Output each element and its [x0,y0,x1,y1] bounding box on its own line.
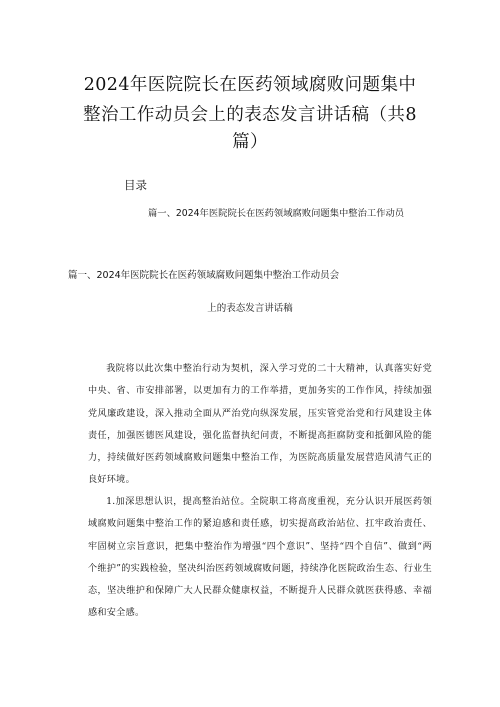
document-title-line-1: 2024年医院院长在医药领域腐败问题集中 [83,75,417,95]
body-paragraph-1: 我院将以此次集中整治行动为契机，深入学习党的二十大精神，认真落实好党中央、省、市安排部署，以更加有力的工作举措，更加务实的工作作风，持续加强党风廉政建设，深入推动全面从严治党向纵深发展，压实管党治党和行风建设主体责任，加强医德医风建设，强化监督执纪问责，不断提高拒腐防变和抵御风险的能力，持续做好医药领域腐败问题集中整治工作，为医院高质量发展营造风清气正的良好环境。 [88,364,432,486]
body-paragraph-2: 1.加深思想认识，提高整治站位。全院职工将高度重视，充分认识开展医药领域腐败问题集中整治工作的紧迫感和责任感，切实提高政治站位、扛牢政治责任、牢固树立宗旨意识，把集中整治作为增强“四个意识”、坚持“四个自信”、做到“两个维护”的实践检验，坚决纠治医药领域腐败问题，持续净化医院政治生态、行业生态，坚决维护和保障广大人民群众健康权益，不断提升人民群众就医获得感、幸福感和安全感。 [88,497,432,619]
section-heading-line-1: 篇一、2024年医院院长在医药领域腐败问题集中整治工作动员会 [68,270,340,281]
toc-item-1[interactable]: 篇一、2024年医院院长在医药领域腐败问题集中整治工作动员 [148,208,405,219]
toc-heading: 目录 [124,178,147,192]
section-heading-line-2: 上的表态发言讲话稿 [207,303,293,314]
document-title-line-3: 篇） [232,132,268,152]
document-title-line-2: 整治工作动员会上的表态发言讲话稿（共8 [83,105,417,125]
